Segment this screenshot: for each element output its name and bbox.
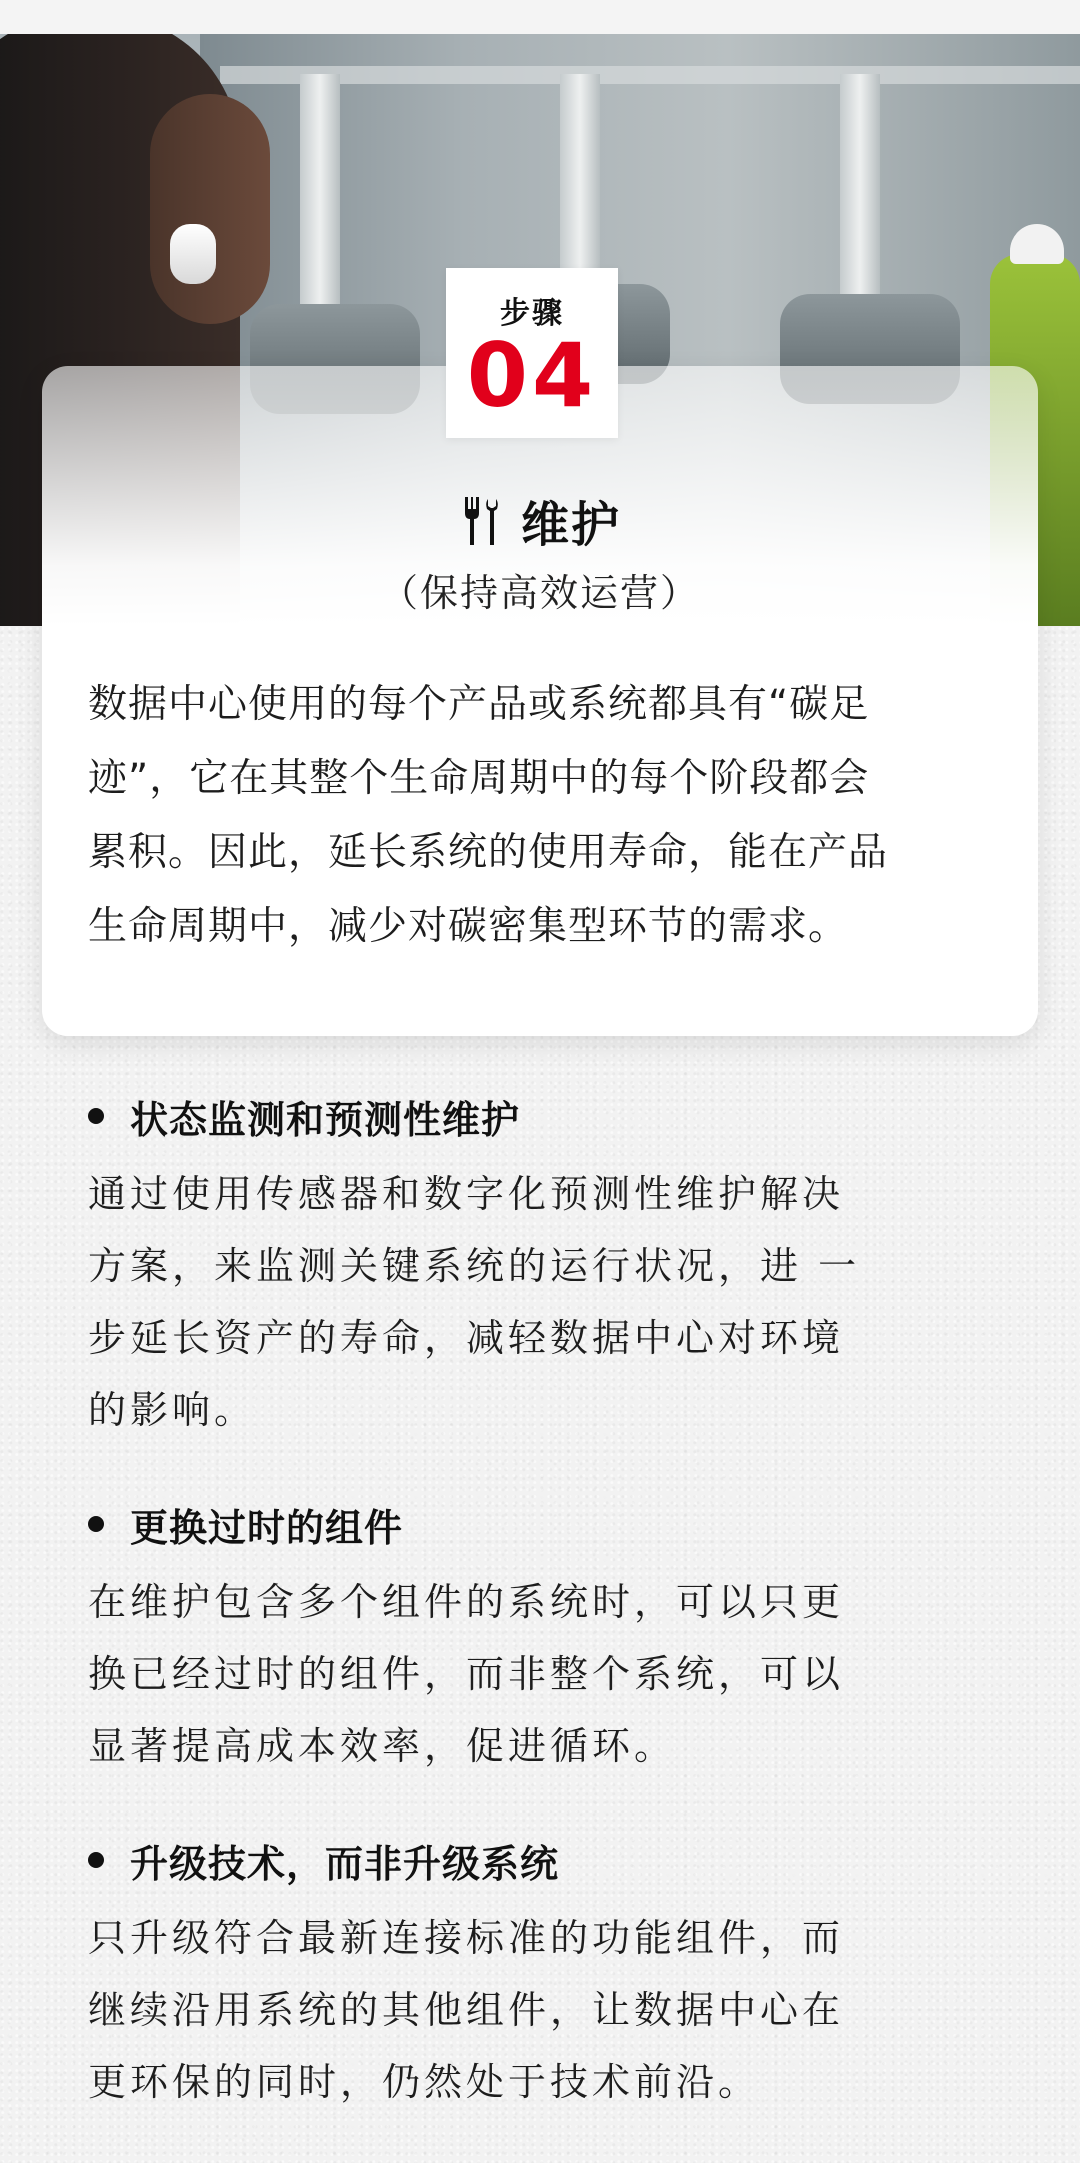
bullet-dot xyxy=(88,1108,104,1124)
section-line: 只升级符合最新连接标准的功能组件，而 xyxy=(88,1916,845,1960)
earbud xyxy=(170,224,216,284)
intro-line: 生命周期中，减少对碳密集型环节的需求。 xyxy=(88,904,849,949)
section-condition-monitoring xyxy=(88,1088,1008,1446)
intro-line: 数据中心使用的每个产品或系统都具有“碳足 xyxy=(88,682,870,727)
section-line: 通过使用传感器和数字化预测性维护解决 xyxy=(88,1172,845,1216)
tools-icon xyxy=(459,493,503,549)
section-upgrade-technology xyxy=(88,1832,1008,2118)
section-line: 方案，来监测关键系统的运行状况，进 一 xyxy=(88,1244,861,1288)
step-label: 步骤 xyxy=(500,296,564,331)
section-text xyxy=(88,1902,1008,2118)
intro-line: 迹”，它在其整个生命周期中的每个阶段都会 xyxy=(88,756,870,801)
title-row xyxy=(0,486,1080,553)
page-subtitle: （保持高效运营） xyxy=(379,571,700,615)
step-badge xyxy=(446,268,618,438)
step-number: 04 xyxy=(466,324,598,427)
section-line: 更环保的同时，仍然处于技术前沿。 xyxy=(88,2060,761,2104)
section-line: 换已经过时的组件，而非整个系统，可以 xyxy=(88,1652,845,1696)
intro-line: 累积。因此，延长系统的使用寿命，能在产品 xyxy=(88,830,889,875)
intro-text xyxy=(88,668,1008,964)
section-title: 升级技术，而非升级系统 xyxy=(130,1841,560,1886)
section-title: 状态监测和预测性维护 xyxy=(130,1097,521,1142)
section-line: 继续沿用系统的其他组件，让数据中心在 xyxy=(88,1988,845,2032)
bullet-dot xyxy=(88,1516,104,1532)
section-replace-components xyxy=(88,1496,1008,1782)
hero-face xyxy=(150,94,270,324)
section-line: 步延长资产的寿命，减轻数据中心对环境 xyxy=(88,1316,845,1360)
page-title: 维护 xyxy=(520,497,621,553)
hero-rail xyxy=(220,66,1080,84)
section-line: 的影响。 xyxy=(88,1388,257,1432)
bullet-dot xyxy=(88,1852,104,1868)
section-text xyxy=(88,1566,1008,1782)
section-title: 更换过时的组件 xyxy=(130,1505,404,1550)
section-text xyxy=(88,1158,1008,1446)
top-strip xyxy=(0,0,1080,34)
section-line: 显著提高成本效率，促进循环。 xyxy=(88,1724,677,1768)
section-line: 在维护包含多个组件的系统时，可以只更 xyxy=(88,1580,845,1624)
